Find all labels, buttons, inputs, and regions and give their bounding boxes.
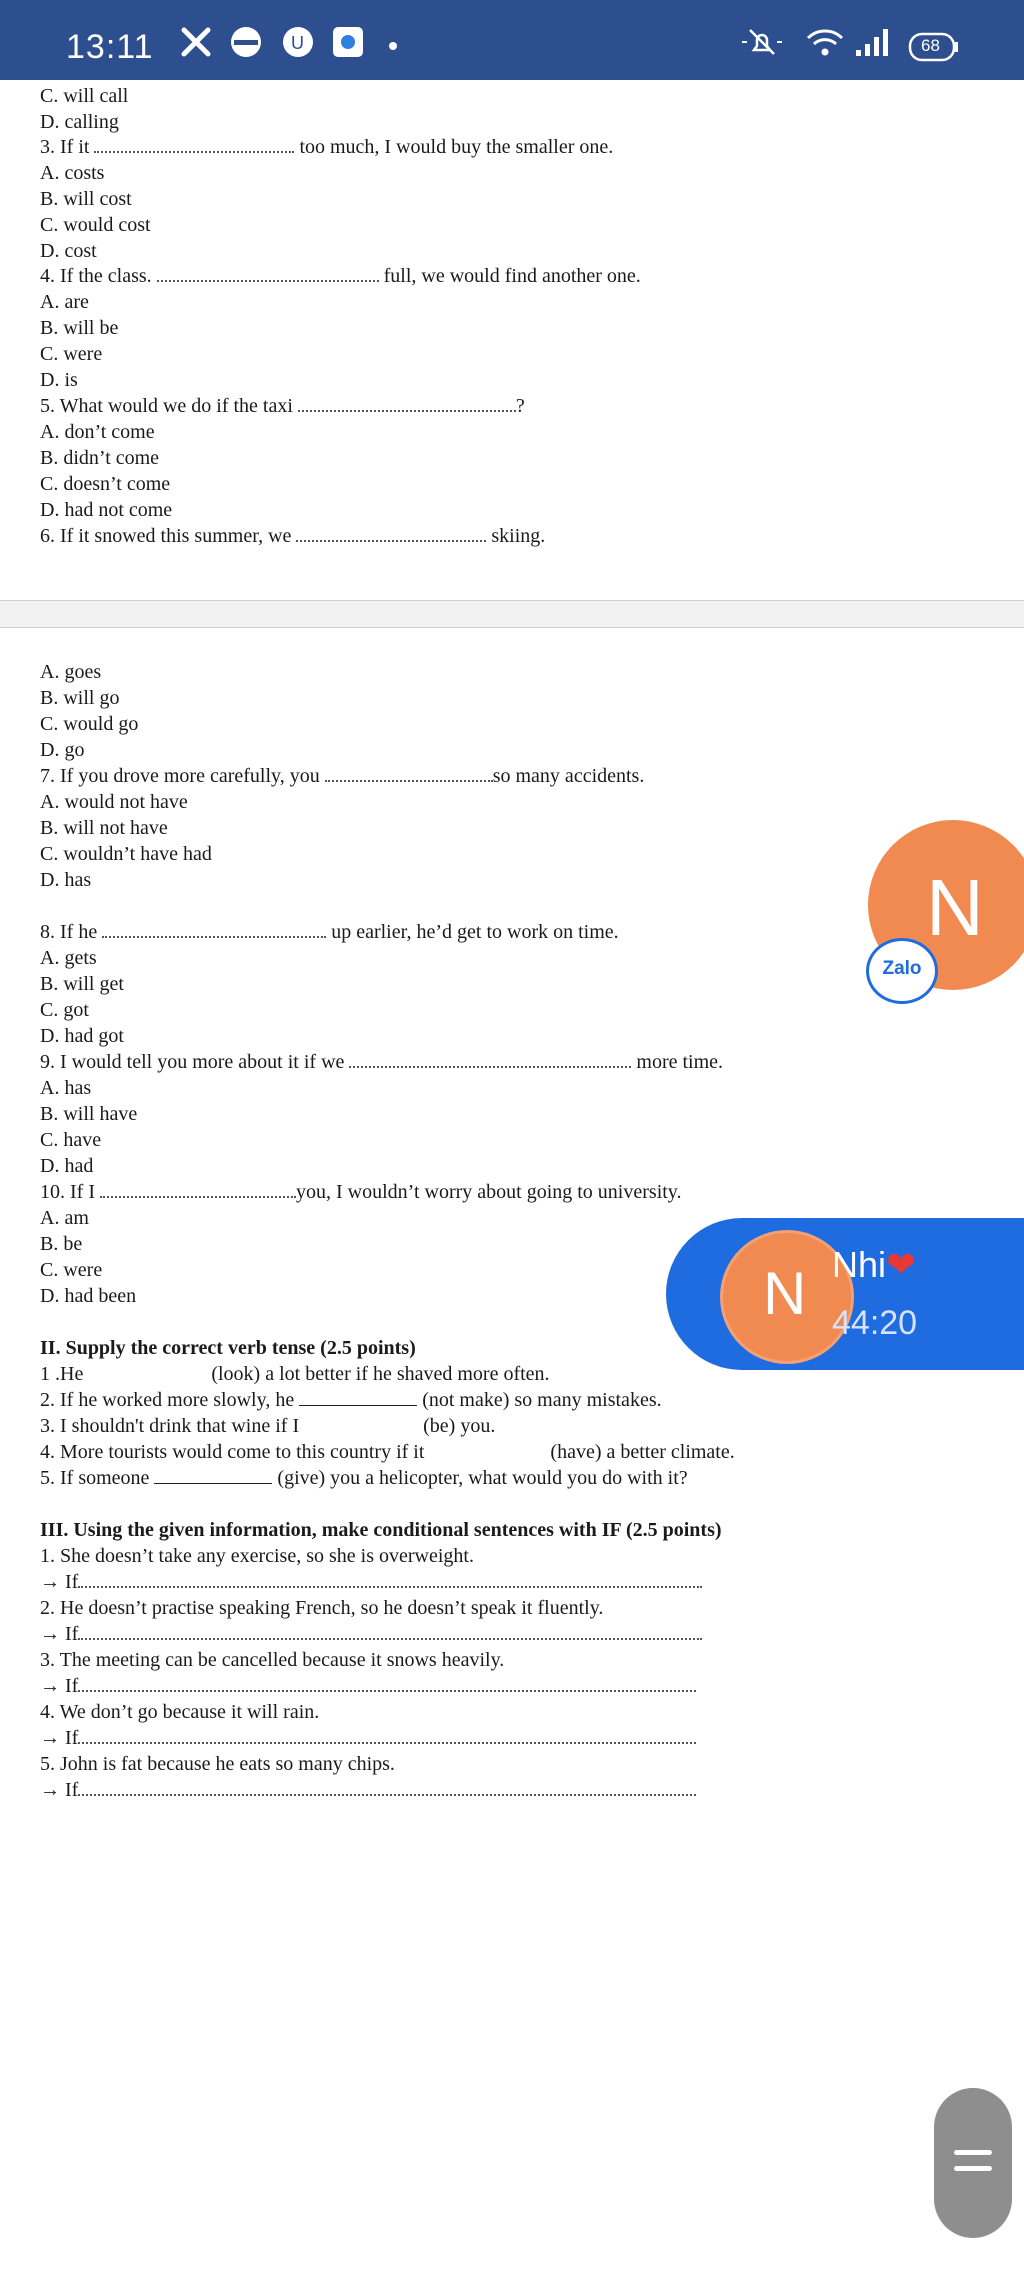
handle-bar (954, 2150, 992, 2155)
drag-handle[interactable] (934, 2088, 1012, 2238)
question-7: 7. If you drove more carefully, you so many accidents. (40, 765, 645, 787)
option-text: B. will cost (40, 188, 132, 210)
option-text: A. has (40, 1077, 92, 1099)
option-text: B. will get (40, 973, 124, 995)
option-text: D. is (40, 369, 78, 391)
chat-head-initial: N (926, 863, 984, 952)
option-text: D. had got (40, 1025, 124, 1047)
avatar-initial: N (763, 1260, 807, 1327)
option-text: C. would go (40, 713, 139, 735)
option-text: D. calling (40, 111, 119, 133)
option-text: D. go (40, 739, 85, 761)
option-text: C. will call (40, 85, 129, 107)
option-text: C. were (40, 1259, 103, 1281)
tools-icon (178, 24, 214, 65)
question-3: 3. If it too much, I would buy the smaller one. (40, 136, 614, 158)
question-5: 5. What would we do if the taxi ? (40, 395, 525, 417)
u-app-icon (280, 24, 316, 65)
option-text: C. doesn’t come (40, 473, 171, 495)
question-4: 4. If the class. full, we would find another one. (40, 265, 641, 287)
option-text: B. be (40, 1233, 83, 1255)
option-text: C. have (40, 1129, 102, 1151)
answer-line: → If (40, 1778, 696, 1802)
answer-line: → If (40, 1622, 702, 1646)
handle-bar (954, 2166, 992, 2171)
caller-name: Nhi❤ (832, 1244, 917, 1285)
section-3-item: 3. The meeting can be cancelled because it snows heavily. (40, 1649, 505, 1671)
battery-level: 68 (921, 36, 940, 55)
square-app-icon (330, 24, 366, 65)
status-bar (0, 0, 1024, 80)
option-text: A. would not have (40, 791, 188, 813)
question-10: 10. If I you, I wouldn’t worry about going to university. (40, 1181, 682, 1203)
app-icon (228, 24, 264, 65)
option-text: A. costs (40, 162, 105, 184)
option-text: B. will go (40, 687, 120, 709)
question-9: 9. I would tell you more about it if we more time. (40, 1051, 724, 1073)
section-3-item: 4. We don’t go because it will rain. (40, 1701, 320, 1723)
zalo-badge: Zalo (866, 938, 938, 1004)
section-2-item: 3. I shouldn't drink that wine if I (be) you. (40, 1415, 496, 1437)
section-2-heading: II. Supply the correct verb tense (2.5 points) (40, 1337, 416, 1359)
option-text: C. were (40, 343, 103, 365)
answer-line: → If (40, 1674, 696, 1698)
section-3-item: 5. John is fat because he eats so many chips. (40, 1753, 395, 1775)
section-2-item: 4. More tourists would come to this country if it (have) a better climate. (40, 1441, 735, 1463)
option-text: A. are (40, 291, 89, 313)
mute-icon (738, 24, 786, 65)
signal-icon (854, 24, 896, 65)
status-time: 13:11 (66, 28, 154, 66)
wifi-icon (804, 24, 846, 65)
option-text: D. cost (40, 240, 97, 262)
question-6: 6. If it snowed this summer, we skiing. (40, 525, 546, 547)
option-text: A. goes (40, 661, 102, 683)
notification-dot-icon (388, 38, 398, 56)
svg-text:U: U (291, 33, 304, 53)
question-8: 8. If he up earlier, he’d get to work on time. (40, 921, 619, 943)
option-text: C. would cost (40, 214, 151, 236)
option-text: D. had been (40, 1285, 137, 1307)
option-text: D. had not come (40, 499, 173, 521)
option-text: B. didn’t come (40, 447, 160, 469)
answer-line: → If (40, 1726, 696, 1750)
option-text: A. am (40, 1207, 89, 1229)
page-break (0, 600, 1024, 628)
answer-line: → If (40, 1570, 702, 1594)
option-text: B. will not have (40, 817, 168, 839)
option-text: B. will have (40, 1103, 138, 1125)
option-text: B. will be (40, 317, 119, 339)
option-text: C. wouldn’t have had (40, 843, 212, 865)
option-text: C. got (40, 999, 89, 1021)
section-2-item: 5. If someone (give) you a helicopter, what would you do with it? (40, 1467, 688, 1489)
section-2-item: 2. If he worked more slowly, he (not make) so many mistakes. (40, 1389, 662, 1411)
option-text: A. don’t come (40, 421, 155, 443)
call-timer: 44:20 (832, 1304, 918, 1342)
call-card[interactable] (666, 1218, 1024, 1370)
option-text: A. gets (40, 947, 97, 969)
section-3-item: 1. She doesn’t take any exercise, so she is overweight. (40, 1545, 474, 1567)
section-3-item: 2. He doesn’t practise speaking French, so he doesn’t speak it fluently. (40, 1597, 604, 1619)
option-text: D. had (40, 1155, 94, 1177)
option-text: D. has (40, 869, 92, 891)
section-2-item: 1 .He (look) a lot better if he shaved more often. (40, 1363, 550, 1385)
section-3-heading: III. Using the given information, make conditional sentences with IF (2.5 points) (40, 1519, 722, 1541)
heart-icon: ❤ (886, 1244, 917, 1285)
